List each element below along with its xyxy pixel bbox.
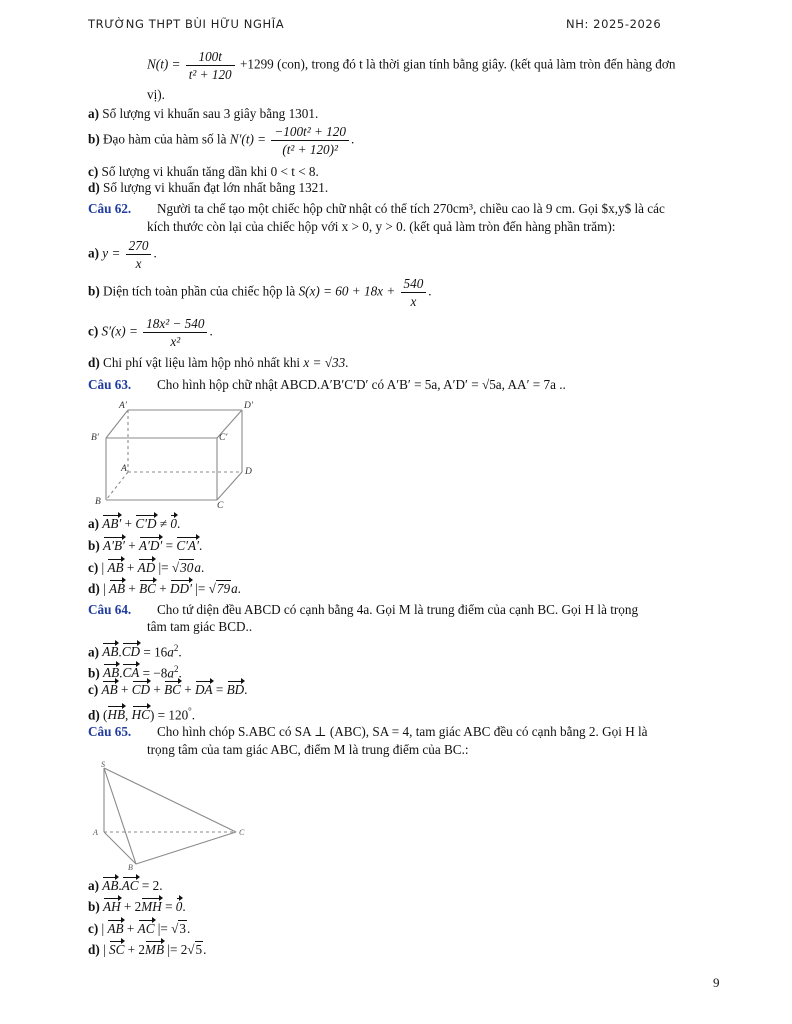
q63-label-C: C [217, 501, 224, 511]
q61-b-num: −100t² + 120 [271, 124, 349, 141]
q65-line2: trọng tâm của tam giác ABC, điểm M là trung điểm của BC.: [147, 742, 469, 757]
q65-title [88, 724, 131, 740]
q61-b-label: b) [88, 131, 100, 147]
q64-c-label: c) [88, 682, 99, 697]
q63-d-label: d) [88, 581, 100, 596]
q62-item-c: c) S′(x) = $\frac{\text{18x² − 540}}{\text{x²}}$ . [88, 316, 213, 349]
q61-c-text: Số lượng vi khuẩn tăng dần khi 0 < t < 8. [101, 164, 319, 179]
q62-d-math: x = √33 [303, 355, 346, 370]
q61-c-label: c) [88, 164, 99, 179]
q63-box-figure [88, 396, 268, 512]
q63-label-C1: C′ [219, 433, 228, 443]
q61-a-text: Số lượng vi khuẩn sau 3 giây bằng 1301. [102, 106, 319, 121]
q62-line2: kích thước còn lại của chiếc hộp với x > 0, y > 0. (kết quả làm tròn đến hàng phần trăm): [147, 219, 616, 234]
q63-label: Câu 63. [88, 377, 132, 392]
q61-a-label: a) [88, 106, 99, 121]
intro-formula-den: t² + 120 [188, 67, 232, 82]
q63-item-c: c) | AB + AD |= √30a. [88, 560, 205, 575]
q64-item-d: d) (HB, HC) = 120°. [88, 706, 196, 723]
q62-item-a: a) y = $\frac{270}{x}$ . [88, 238, 157, 271]
q62-c-num: 18x² − 540 [143, 316, 207, 333]
q65-item-a: a) AB.AC = 2. [88, 878, 163, 893]
q62-a-num: 270 [126, 238, 152, 255]
intro-text: (con), trong đó t là thời gian tính bằng giây. (kết quả làm tròn đến hàng đơn [277, 56, 676, 72]
q61-item-b: b) Đạo hàm của hàm số là N′(t) = $\frac{\text{−100t² + 120}}{\text{(t² + 120)²}}$ . [88, 124, 355, 157]
q62-label: Câu 62. [88, 201, 132, 216]
intro-formula-line [147, 49, 675, 82]
header-year: NH: 2025-2026 [566, 17, 662, 31]
page-number: 9 [713, 975, 720, 990]
q64-label: Câu 64. [88, 602, 132, 617]
q65-item-c: c) | AB + AC |= √3. [88, 921, 191, 936]
q62-d-label: d) [88, 355, 100, 370]
q63-label-A: A [121, 464, 127, 474]
q61-b-lhs: N′(t) = [229, 131, 267, 147]
q62-item-d: d) Chi phí vật liệu làm hộp nhỏ nhất khi x = √33. [88, 355, 349, 370]
q62-a-lhs: y = [102, 245, 121, 261]
q63-item-d: d) | AB + BC + DD′ |= √79a. [88, 581, 241, 596]
q62-b-lhs: S(x) = 60 + 18x + [298, 283, 396, 299]
header-school: TRƯỜNG THPT BÙI HỮU NGHĨA [88, 17, 285, 31]
q64-line2: tâm tam giác BCD.. [147, 619, 253, 634]
q64-title [88, 602, 131, 618]
q62-item-b: b) Diện tích toàn phần của chiếc hộp là S(x) = 60 + 18x + $\frac{540}{x}$ . [88, 276, 432, 309]
q61-b-text: Đạo hàm của hàm số là [103, 131, 227, 147]
q62-c-label: c) [88, 323, 99, 339]
q64-item-a: a) $AB.CD = 16a^2$. [88, 643, 182, 660]
q62-b-fraction [401, 276, 427, 309]
q61-item-a [88, 106, 318, 122]
intro-formula-fraction [186, 49, 235, 82]
q62-a-label: a) [88, 245, 99, 261]
q62-b-num: 540 [401, 276, 427, 293]
q64-d-label: d) [88, 707, 100, 723]
q63-label-B1: B′ [91, 433, 99, 443]
q63-item-b: b) A′B′ + A′D′ = C′A′. [88, 538, 203, 553]
q65-item-d: d) | SC + 2MB |= 2√5. [88, 942, 207, 957]
q64-item-c: c) AB + CD + BC + DA = BD. [88, 682, 248, 697]
q65-label-C: C [239, 828, 245, 837]
q61-item-d [88, 180, 328, 196]
q65-label-A: A [93, 828, 98, 837]
q62-title [88, 201, 131, 217]
q61-d-text: Số lượng vi khuẩn đạt lớn nhất bằng 1321. [103, 180, 329, 195]
q61-b-fraction [271, 124, 349, 157]
q65-d-label: d) [88, 942, 100, 957]
q62-b-text: Diện tích toàn phần của chiếc hộp là [103, 283, 296, 299]
q63-c-label: c) [88, 560, 99, 575]
q61-item-c [88, 164, 319, 180]
intro-text-2: vị). [147, 87, 165, 102]
q65-a-label: a) [88, 878, 99, 893]
q62-b-label: b) [88, 283, 100, 299]
q65-b-label: b) [88, 899, 100, 914]
q65-label-B: B [128, 863, 133, 872]
q62-c-fraction [143, 316, 207, 349]
q62-line1: Người ta chế tạo một chiếc hộp chữ nhật có thể tích 270cm³, chiều cao là 9 cm. Gọi $x,y$ là các [157, 201, 665, 216]
q65-label-S: S [101, 760, 105, 769]
q63-text: Cho hình hộp chữ nhật ABCD.A′B′C′D′ có A′B′ = 5a, A′D′ = √5a, AA′ = 7a .. [157, 377, 566, 392]
q61-d-label: d) [88, 180, 100, 195]
q65-pyramid-figure [88, 758, 258, 872]
q61-b-den: (t² + 120)² [282, 142, 338, 157]
q64-a-label: a) [88, 644, 99, 660]
q62-a-fraction [126, 238, 152, 271]
q64-line1: Cho tứ diện đều ABCD có cạnh bằng 4a. Gọi M là trung điểm của cạnh BC. Gọi H là trọng [157, 602, 639, 617]
q64-b-label: b) [88, 665, 100, 681]
intro-formula-tail: +1299 [239, 56, 274, 72]
q63-title [88, 377, 131, 393]
q65-item-b: b) AH + 2MH = 0. [88, 899, 186, 914]
q63-label-A1: A′ [119, 401, 127, 411]
q63-label-D: D [245, 467, 252, 477]
q62-d-text: Chi phí vật liệu làm hộp nhỏ nhất khi [103, 355, 301, 370]
q63-b-label: b) [88, 538, 100, 553]
q62-b-den: x [410, 294, 417, 309]
q64-item-b: b) $AB.CA = -8a^2$. [88, 664, 182, 681]
q63-label-D1: D′ [244, 401, 253, 411]
intro-formula-num: 100t [186, 49, 235, 66]
q65-line1: Cho hình chóp S.ABC có SA ⊥ (ABC), SA = 4, tam giác ABC đều có cạnh bằng 2. Gọi H là [157, 724, 648, 739]
q62-c-lhs: S′(x) = [101, 323, 138, 339]
q63-item-a: a) AB′ + C′D ≠ 0. [88, 516, 181, 531]
q62-a-den: x [135, 256, 142, 271]
q62-c-den: x² [170, 334, 181, 349]
q65-c-label: c) [88, 921, 99, 936]
intro-formula-lhs: N(t) = [147, 56, 181, 72]
q63-label-B: B [95, 497, 101, 507]
q65-label: Câu 65. [88, 724, 132, 739]
q63-a-label: a) [88, 516, 99, 531]
